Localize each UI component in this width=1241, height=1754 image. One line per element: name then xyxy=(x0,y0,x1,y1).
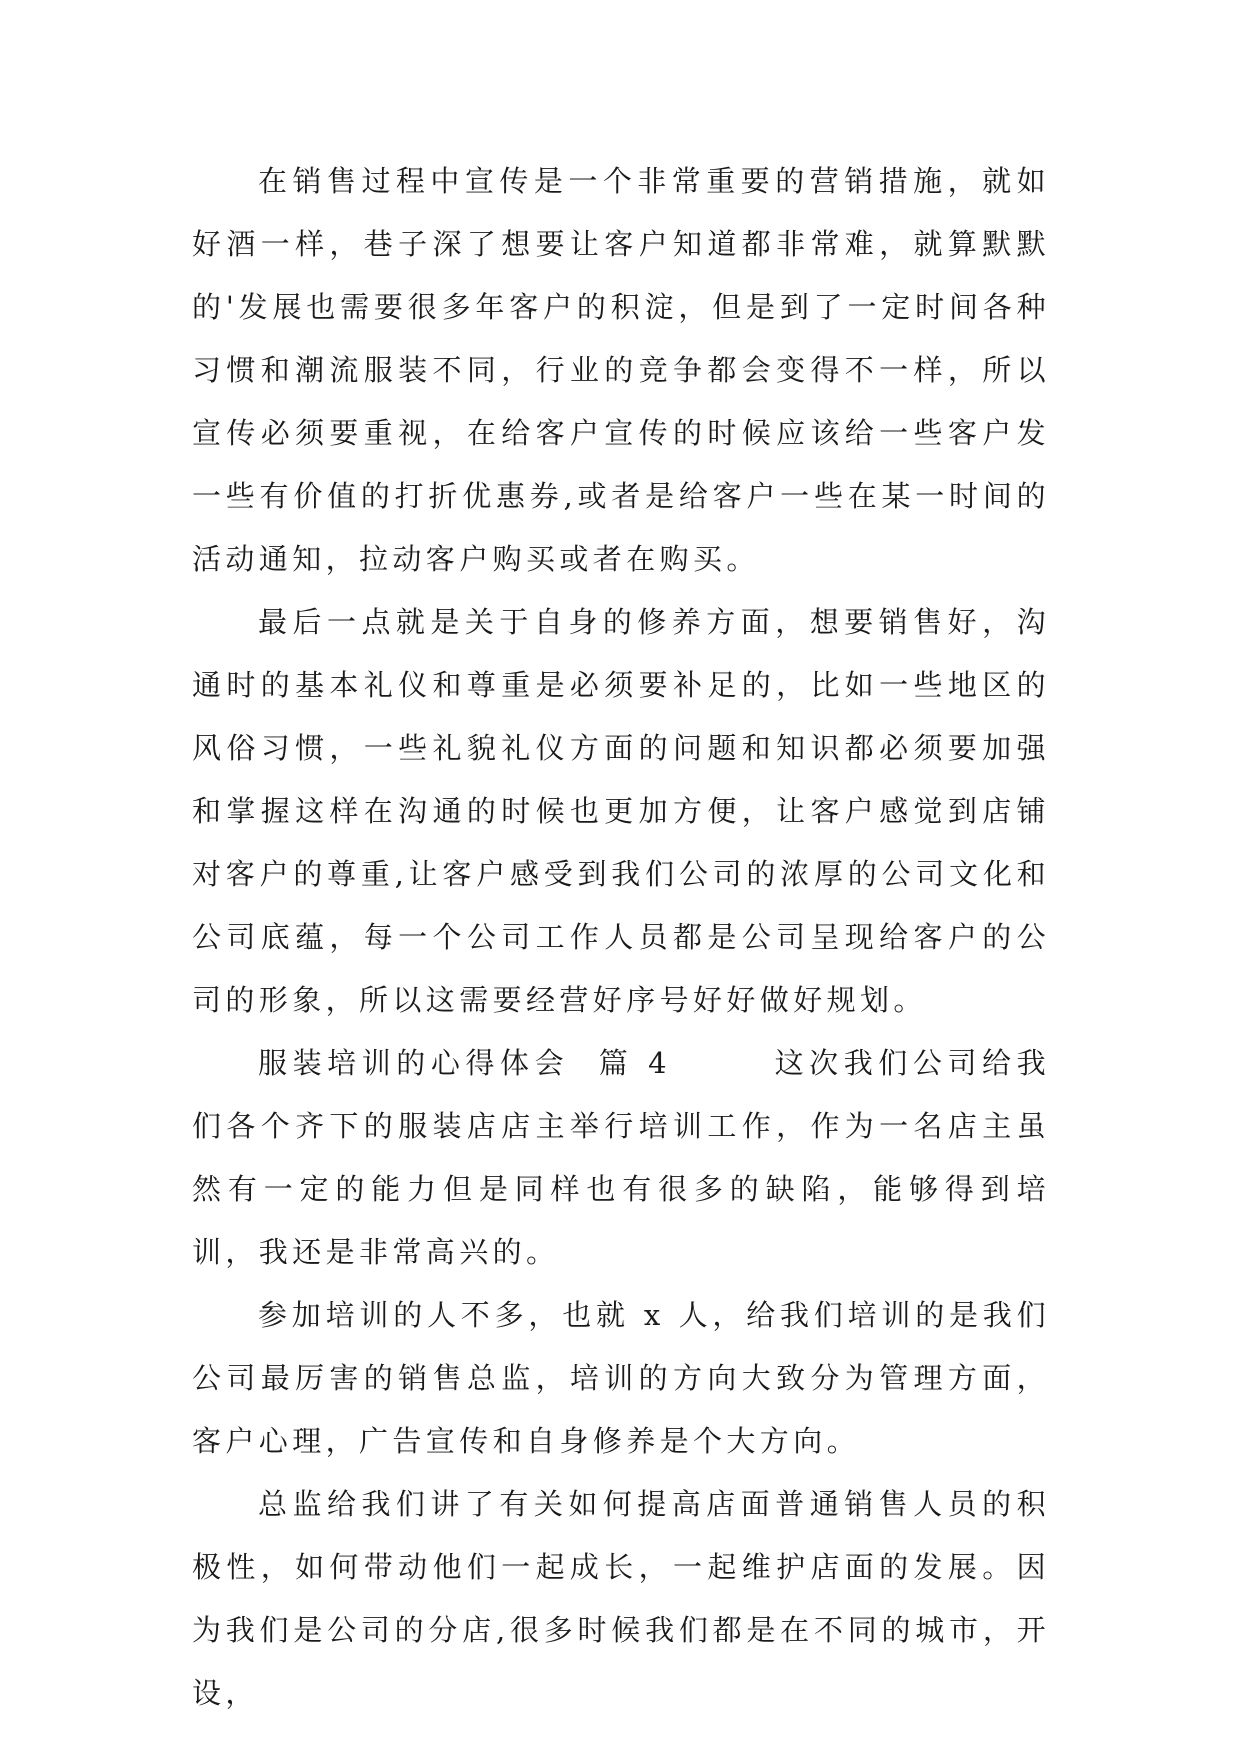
paragraph-training-participants: 参加培训的人不多，也就 x 人，给我们培训的是我们公司最厉害的销售总监，培训的方向大致分为管理方面，客户心理，广告宣传和自身修养是个大方向。 xyxy=(192,1298,1050,1458)
paragraph-self-cultivation: 最后一点就是关于自身的修养方面，想要销售好，沟通时的基本礼仪和尊重是必须要补足的，比如一些地区的风俗习惯，一些礼貌礼仪方面的问题和知识都必须要加强和掌握这样在沟通的时候也更加方便，让客户感觉到店铺对客户的尊重,让客户感受到我们公司的浓厚的公司文化和公司底蕴，每一个公司工作人员都是公司呈现给客户的公司的形象，所以这需要经营好序号好好做好规划。 xyxy=(192,605,1050,1017)
paragraph-training-intro: 服装培训的心得体会 篇 4 这次我们公司给我们各个齐下的服装店店主举行培训工作，作为一名店主虽然有一定的能力但是同样也有很多的缺陷，能够得到培训，我还是非常高兴的。 xyxy=(192,1046,1050,1269)
paragraph-director-talk: 总监给我们讲了有关如何提高店面普通销售人员的积极性，如何带动他们一起成长，一起维护店面的发展。因为我们是公司的分店,很多时候我们都是在不同的城市，开设， xyxy=(192,1487,1050,1710)
paragraph-promotion: 在销售过程中宣传是一个非常重要的营销措施，就如好酒一样，巷子深了想要让客户知道都非常难，就算默默的'发展也需要很多年客户的积淀，但是到了一定时间各种习惯和潮流服装不同，行业的竞争都会变得不一样，所以宣传必须要重视，在给客户宣传的时候应该给一些客户发一些有价值的打折优惠券,或者是给客户一些在某一时间的活动通知，拉动客户购买或者在购买。 xyxy=(192,164,1050,576)
document-body xyxy=(192,150,1050,1725)
